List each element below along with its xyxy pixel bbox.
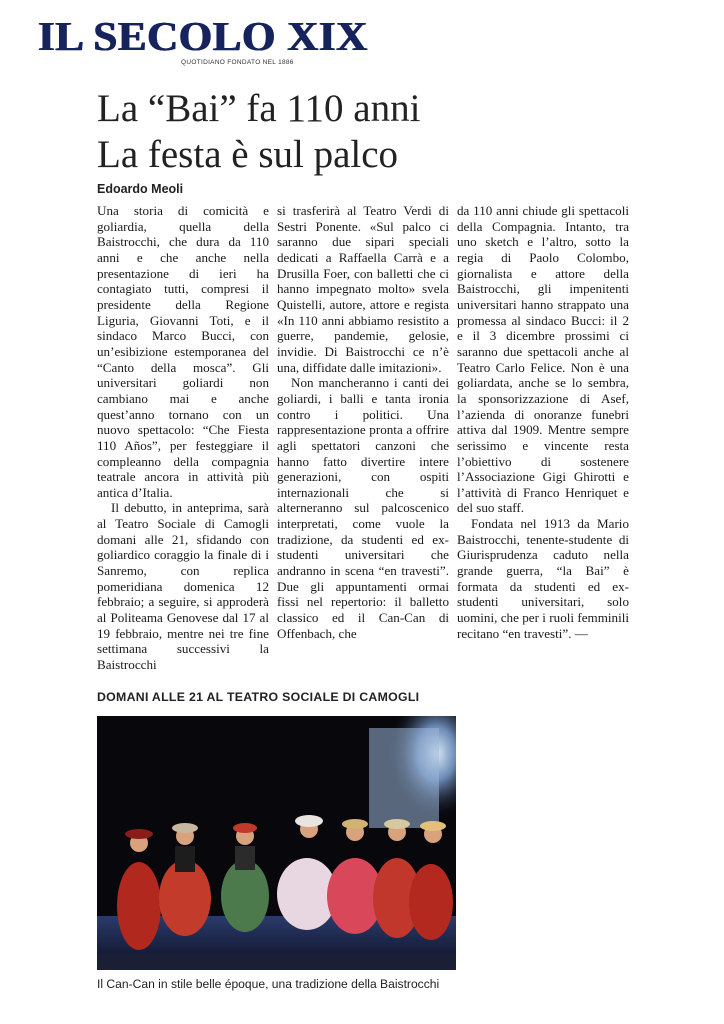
headline-line-2: La festa è sul palco	[97, 133, 399, 176]
paragraph: Una storia di comicità e goliardia, quella della Baistrocchi, che dura da 110 anni e che anche nella presentazione di ieri ha contagiato tutti, compresi il presidente della Regione Liguria, Giovanni Toti, e il sindaco Marco Bucci, con un’esibizione estemporanea del “Canto della mosca”. Gli universitari goliardi non cambiano mai e anche quest’anno tornano con un nuovo spettacolo: “Che Fiesta 110 Años”, per festeggiare il compleanno della compagnia teatrale ancora in attività più antica d’Italia.	[97, 203, 269, 500]
photo-caption: Il Can-Can in stile belle époque, una tradizione della Baistrocchi	[97, 977, 440, 991]
headline-line-1: La “Bai” fa 110 anni	[97, 87, 421, 130]
paragraph: da 110 anni chiude gli spettacoli della Compagnia. Intanto, tra uno sketch e l’altro, sotto la regia di Paolo Colombo, giornalista e attore della Baistrocchi, gli impenitenti universitari hanno strappato una promessa al sindaco Bucci: il 2 e il 3 dicembre prossimi ci saranno due spettacoli anche al Teatro Carlo Felice. Non è una goliardata, anche se lo sembra, la sponsorizzazione di Asef, l’azienda di onoranze funebri attiva dal 1909. Mentre sempre serissimo e vincente resta l’obiettivo di sostenere l’Associazione Gigi Ghirotti e l’attività di Franco Henriquet e del suo staff.	[457, 203, 629, 516]
stage-photo	[97, 716, 456, 970]
masthead-title: IL SECOLO XIX	[38, 13, 368, 59]
article-column-2	[277, 203, 449, 641]
masthead-tagline: QUOTIDIANO FONDATO NEL 1886	[181, 59, 294, 66]
paragraph: si trasferirà al Teatro Verdi di Sestri Ponente. «Sul palco ci saranno due sipari speciali dedicati a Raffaella Carrà e a Drusilla Foer, con balletti che ci hanno impegnato molto» svela Quistelli, autore, attore e regista «In 110 anni abbiamo resistito a guerre, pandemie, gelosie, invidie. Di Baistrocchi ce n’è una, diffidate dalle imitazioni».	[277, 203, 449, 375]
article-column-1	[97, 203, 269, 673]
byline: Edoardo Meoli	[97, 182, 184, 196]
headline	[97, 86, 420, 178]
paragraph: Non mancheranno i canti dei goliardi, i balli e tanta ironia contro i politici. Una rappresentazione pronta a offrire agli spettatori canzoni che hanno fatto divertire intere generazioni, con ospiti internazionali che si alterneranno sul palcoscenico interpretati, come vuole la tradizione, da studenti ed ex-studenti universitari che andranno in scena “en travesti”. Due gli appuntamenti ormai fissi nel repertorio: il balletto classico ed il Can-Can di Offenbach, che	[277, 375, 449, 641]
paragraph: Il debutto, in anteprima, sarà al Teatro Sociale di Camogli domani alle 21, sfidando con goliardico coraggio la finale di i Sanremo, con replica pomeridiana domenica 12 febbraio; a seguire, si approderà al Politeama Genovese dal 17 al 19 febbraio, mentre nei tre fine settimana successivi la Baistrocchi	[97, 500, 269, 673]
paragraph: Fondata nel 1913 da Mario Baistrocchi, tenente-studente di Giurisprudenza caduto nella grande guerra, “la Bai” è formata da studenti ed ex-studenti universitari, solo uomini, che per i ruoli femminili recitano “en travesti”. —	[457, 516, 629, 641]
photo-overline: DOMANI ALLE 21 AL TEATRO SOCIALE DI CAMOGLI	[97, 690, 420, 704]
article-column-3	[457, 203, 629, 641]
